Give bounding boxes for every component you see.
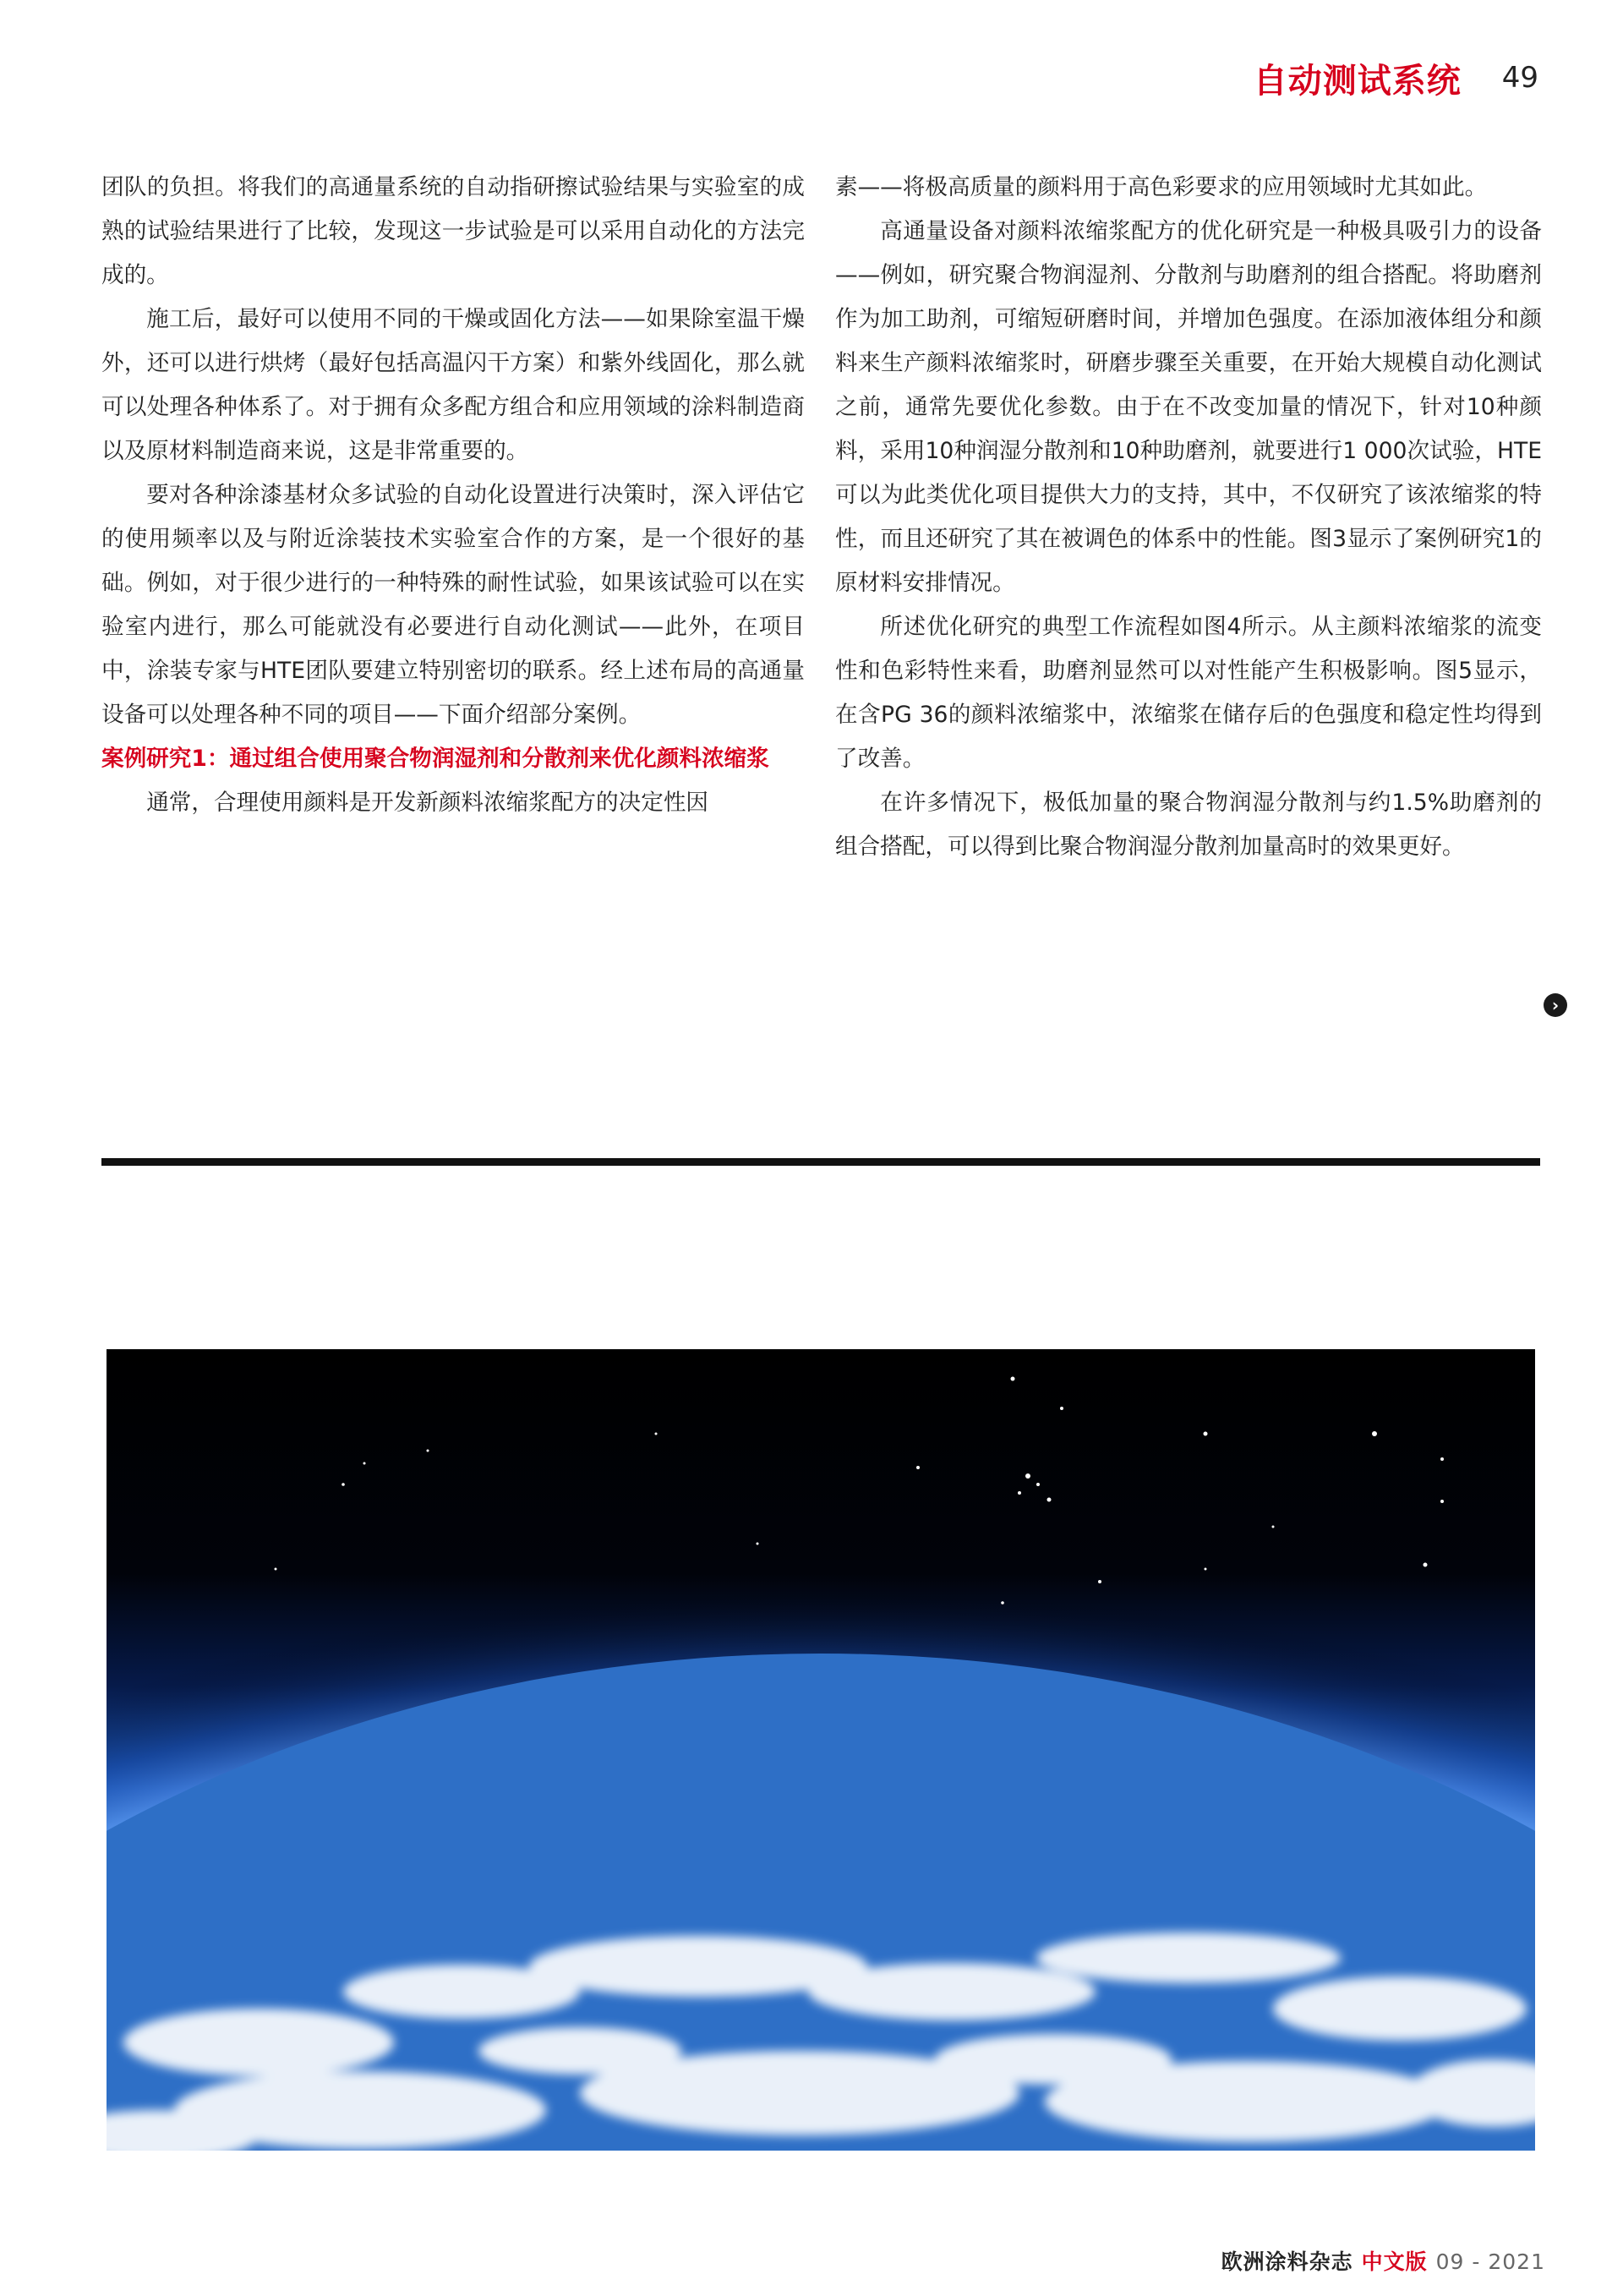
paragraph: 所述优化研究的典型工作流程如图4所示。从主颜料浓缩浆的流变性和色彩特性来看，助磨剂显然可以对性能产生积极影响。图5显示，在含PG 36的颜料浓缩浆中，浓缩浆在储存后的色强度和稳定性均得到了改善。 (835, 614, 1542, 772)
paragraph: 要对各种涂漆基材众多试验的自动化设置进行决策时，深入评估它的使用频率以及与附近涂装技术实验室合作的方案，是一个很好的基础。例如，对于很少进行的一种特殊的耐性试验，如果该试验可以在实验室内进行，那么可能就没有必要进行自动化测试——此外，在项目中，涂装专家与HTE团队要建立特别密切的联系。经上述布局的高通量设备可以处理各种不同的项目——下面介绍部分案例。 (101, 482, 805, 728)
earth-horizon-photo (107, 1349, 1535, 2151)
paragraph: 素——将极高质量的颜料用于高色彩要求的应用领域时尤其如此。 (835, 174, 1488, 200)
paragraph: 团队的负担。将我们的高通量系统的自动指研擦试验结果与实验室的成熟的试验结果进行了比较，发现这一步试验是可以采用自动化的方法完成的。 (101, 174, 805, 288)
case-study-heading: 案例研究1：通过组合使用聚合物润湿剂和分散剂来优化颜料浓缩浆 (101, 746, 769, 772)
paragraph: 在许多情况下，极低加量的聚合物润湿分散剂与约1.5%助磨剂的组合搭配，可以得到比聚合物润湿分散剂加量高时的效果更好。 (835, 790, 1542, 860)
section-title: 自动测试系统 (1253, 61, 1462, 101)
magazine-name: 欧洲涂料杂志 (1221, 2250, 1353, 2274)
paragraph: 施工后，最好可以使用不同的干燥或固化方法——如果除室温干燥外，还可以进行烘烤（最好包括高温闪干方案）和紫外线固化，那么就可以处理各种体系了。对于拥有众多配方组合和应用领域的涂料制造商以及原材料制造商来说，这是非常重要的。 (101, 306, 805, 464)
chevron-right-circle-icon: › (1544, 993, 1567, 1017)
paragraph: 通常，合理使用颜料是开发新颜料浓缩浆配方的决定性因 (146, 790, 709, 816)
page-number: 49 (1501, 61, 1538, 95)
page-header (1254, 52, 1538, 103)
paragraph: 高通量设备对颜料浓缩浆配方的优化研究是一种极具吸引力的设备——例如，研究聚合物润湿剂、分散剂与助磨剂的组合搭配。将助磨剂作为加工助剂，可缩短研磨时间，并增加色强度。在添加液体组分和颜料来生产颜料浓缩浆时，研磨步骤至关重要，在开始大规模自动化测试之前，通常先要优化参数。由于在不改变加量的情况下，针对10种颜料，采用10种润湿分散剂和10种助磨剂，就要进行1 000次试验，HTE可以为此类优化项目提供大力的支持，其中，不仅研究了该浓缩浆的特性，而且还研究了其在被调色的体系中的性能。图3显示了案例研究1的原材料安排情况。 (835, 218, 1542, 596)
right-column (835, 166, 1542, 869)
page-footer (1221, 2245, 1545, 2276)
left-column (101, 166, 805, 825)
section-divider (101, 1158, 1540, 1166)
edition-label: 中文版 (1361, 2250, 1428, 2274)
issue-date: 09 - 2021 (1435, 2250, 1545, 2274)
